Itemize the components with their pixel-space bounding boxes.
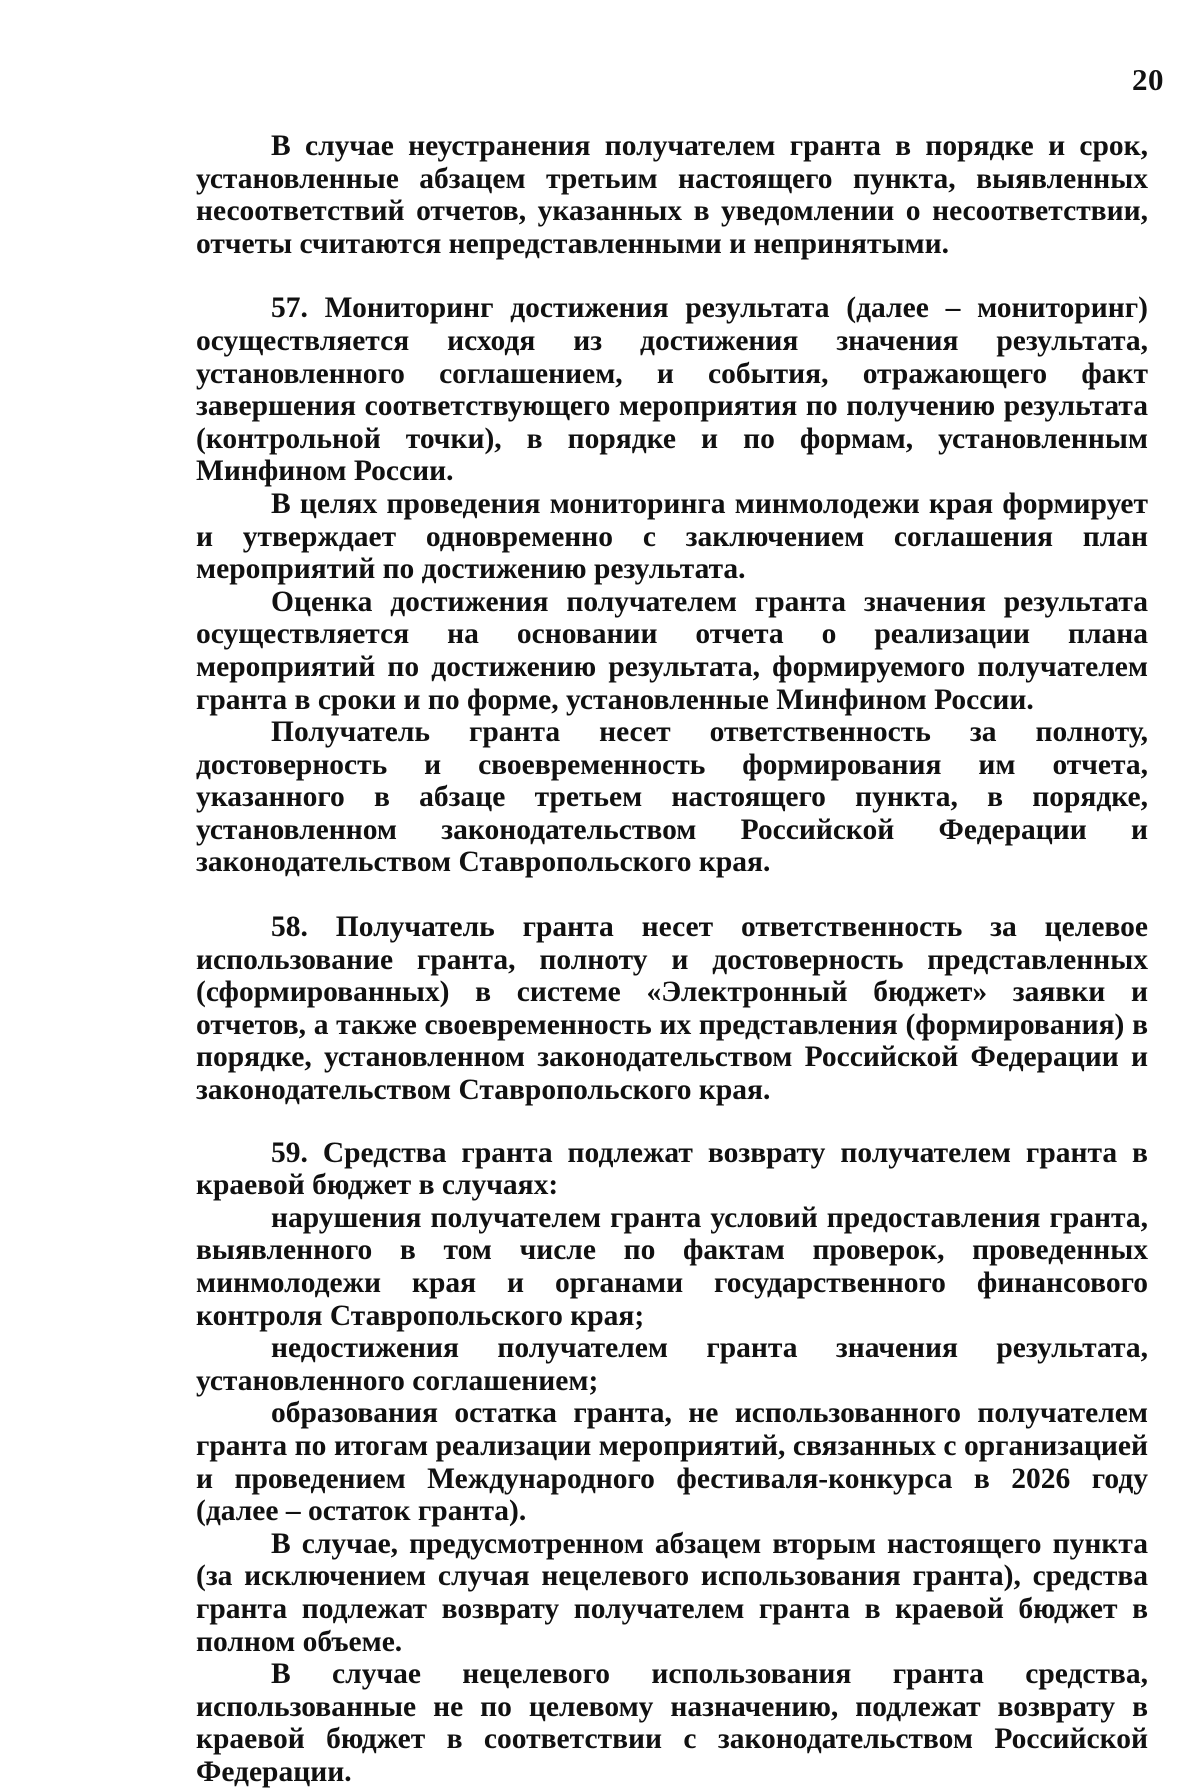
paragraph-59-misuse: В случае нецелевого использования гранта средства, использованные не по целевому назначению, подлежат возврату в краевой бюджет в соответствии с законодательством Российской Федерации. <box>196 1658 1148 1788</box>
page-number: 20 <box>1132 62 1164 97</box>
paragraph-59-violation: нарушения получателем гранта условий предоставления гранта, выявленного в том числе по фактам проверок, проведенных минмолодежи края и органами государственного финансового контроля Ставропольского края; <box>196 1201 1148 1332</box>
paragraph-57-assessment: Оценка достижения получателем гранта значения результата осуществляется на основании отчета о реализации плана мероприятий по достижению результата, формируемого получателем гранта в сроки и по форме, установленные Минфином России. <box>196 585 1148 716</box>
paragraph-non-remedy-reports: В случае неустранения получателем гранта в порядке и срок, установленные абзацем третьим настоящего пункта, выявленных несоответствий отчетов, указанных в уведомлении о несоответствии, отчеты считаются непредставленными и непринятыми. <box>196 130 1148 260</box>
paragraph-57-plan: В целях проведения мониторинга минмолодежи края формирует и утверждает одновременно с заключением соглашения план мероприятий по достижению результата. <box>196 487 1148 586</box>
paragraph-57-monitoring: 57. Мониторинг достижения результата (далее – мониторинг) осуществляется исходя из достижения значения результата, установленного соглашением, и события, отражающего факт завершения соответствующего мероприятия по получению результата (контрольной точки), в порядке и по формам, установленным Минфином России. <box>196 292 1148 488</box>
paragraph-59-full-return: В случае, предусмотренном абзацем вторым настоящего пункта (за исключением случая нецелевого использования гранта), средства гранта подлежат возврату получателем гранта в краевой бюджет в полном объеме. <box>196 1527 1148 1658</box>
paragraph-58-responsibility: 58. Получатель гранта несет ответственность за целевое использование гранта, полноту и достоверность представленных (сформированных) в системе «Электронный бюджет» заявки и отчетов, а также своевременность их представления (формирования) в порядке, установленном законодательством Российской Федерации и законодательством Ставропольского края. <box>196 911 1148 1107</box>
paragraph-59-non-achievement: недостижения получателем гранта значения результата, установленного соглашением; <box>196 1332 1148 1397</box>
paragraph-59-return: 59. Средства гранта подлежат возврату получателем гранта в краевой бюджет в случаях: <box>196 1136 1148 1202</box>
paragraph-59-remainder: образования остатка гранта, не использованного получателем гранта по итогам реализации мероприятий, связанных с организацией и проведением Международного фестиваля-конкурса в 2026 году (далее – остаток гранта). <box>196 1397 1148 1528</box>
page-body <box>196 130 1148 1789</box>
paragraph-57-responsibility: Получатель гранта несет ответственность за полноту, достоверность и своевременность формирования им отчета, указанного в абзаце третьем настоящего пункта, в порядке, установленном законодательством Российской Федерации и законодательством Ставропольского края. <box>196 716 1148 879</box>
